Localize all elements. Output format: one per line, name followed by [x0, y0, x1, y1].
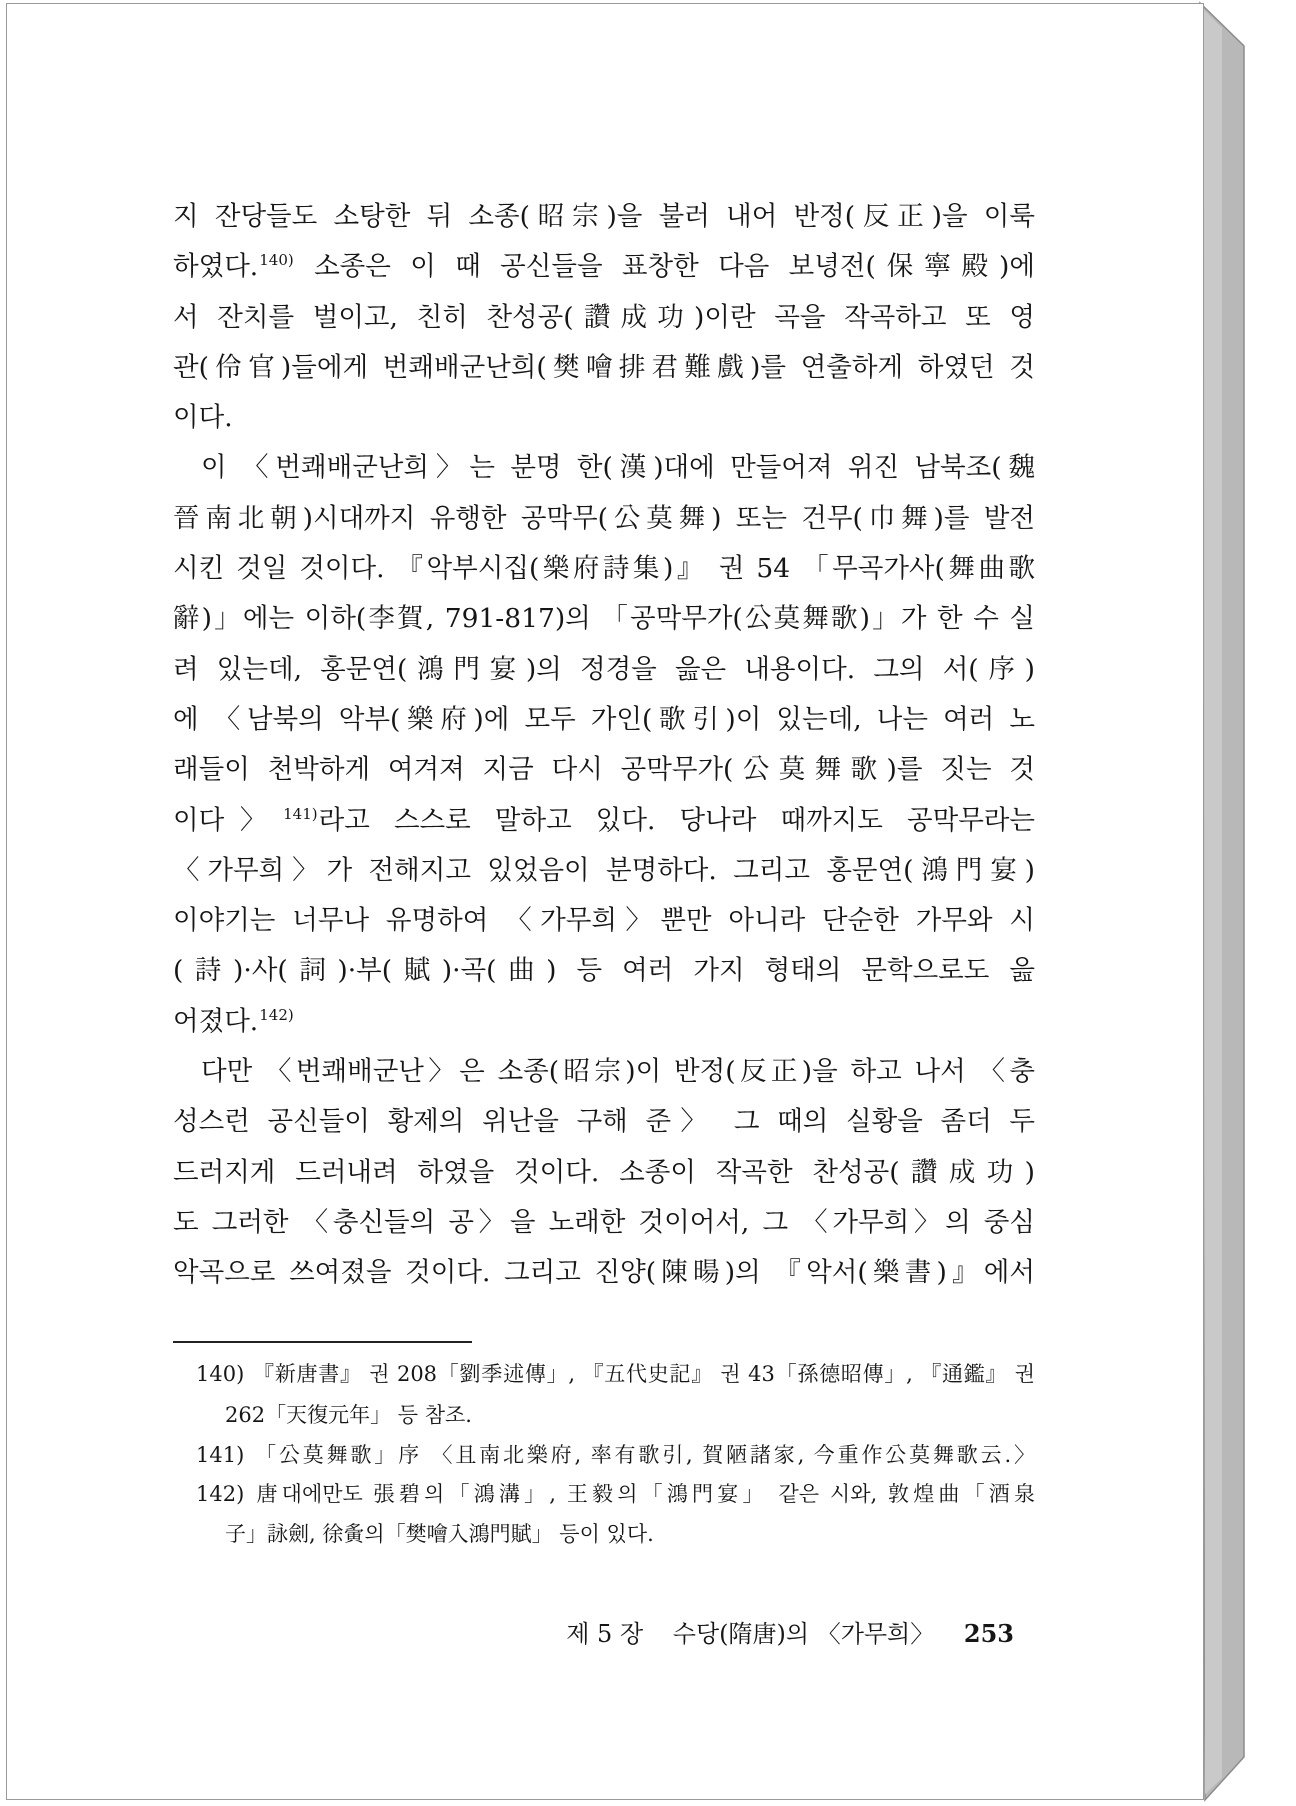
page-number: 253: [963, 1619, 1014, 1648]
chapter-title: 수당(隋唐)의 〈가무희〉: [672, 1620, 935, 1648]
body-line: [173, 796, 1035, 846]
body-line: 래들이 천박하게 여겨져 지금 다시 공막무가(公莫舞歌)를 짓는 것: [173, 754, 1035, 786]
footnote-ref-141: 141): [283, 804, 318, 823]
footnote-number: 142): [196, 1482, 245, 1506]
body-line: 辭)」에는 이하(李賀, 791-817)의 「공막무가(公莫舞歌)」가 한 수 실: [173, 603, 1035, 635]
body-line: 성스런 공신들이 황제의 위난을 구해 준〉 그 때의 실황을 좀더 두: [173, 1106, 1035, 1138]
text-run: 이다〉: [173, 804, 283, 836]
footnote-text: 262「天復元年」 등 참조.: [225, 1403, 472, 1427]
book-thickness-highlight: [1204, 10, 1222, 1794]
body-line: 려 있는데, 홍문연(鴻門宴)의 정경을 읊은 내용이다. 그의 서(序): [173, 653, 1035, 685]
text-run: 소종은 이 때 공신들을 표창한 다음 보녕전(保寧殿)에: [294, 251, 1035, 283]
body-line: 도 그러한 〈충신들의 공〉을 노래한 것이어서, 그 〈가무희〉의 중심: [173, 1206, 1035, 1238]
footnote-text: 唐대에만도 張碧의「鴻溝」, 王毅의「鴻門宴」 같은 시와, 敦煌曲「酒泉: [252, 1482, 1035, 1506]
body-line: 晉南北朝)시대까지 유행한 공막무(公莫舞) 또는 건무(巾舞)를 발전: [173, 502, 1035, 534]
footnote-141: [196, 1435, 1035, 1475]
body-text: [173, 192, 1035, 1299]
body-line: (詩)·사(詞)·부(賦)·곡(曲) 등 여러 가지 형태의 문학으로도 읊: [173, 955, 1035, 987]
footnote-142: [196, 1474, 1035, 1514]
running-footer: [566, 1617, 1014, 1651]
body-line: 에 〈남북의 악부(樂府)에 모두 가인(歌引)이 있는데, 나는 여러 노: [173, 703, 1035, 735]
body-line: 악곡으로 쓰여졌을 것이다. 그리고 진양(陳暘)의 『악서(樂書)』에서: [173, 1257, 1035, 1289]
footnote-text: 子」詠劍, 徐夤의「樊噲入鴻門賦」 등이 있다.: [225, 1522, 654, 1546]
body-line: 서 잔치를 벌이고, 친히 찬성공(讚成功)이란 곡을 작곡하고 또 영: [173, 301, 1035, 333]
body-line: [173, 997, 1035, 1047]
body-line: [173, 242, 1035, 292]
body-line: 이 〈번쾌배군난희〉는 분명 한(漢)대에 만들어져 위진 남북조(魏: [201, 452, 1035, 484]
body-line: 지 잔당들도 소탕한 뒤 소종(昭宗)을 불러 내어 반정(反正)을 이룩: [173, 201, 1035, 232]
footnote-separator: [173, 1341, 472, 1343]
footnote-ref-142: 142): [259, 1005, 294, 1024]
footnote-140-continued: [225, 1395, 1035, 1435]
footnote-140: [196, 1354, 1035, 1394]
footnote-ref-140: 140): [259, 251, 294, 270]
body-line: 이다.: [173, 402, 233, 434]
body-line: 다만 〈번쾌배군난〉은 소종(昭宗)이 반정(反正)을 하고 나서 〈충: [201, 1056, 1035, 1088]
body-line: 이야기는 너무나 유명하여 〈가무희〉뿐만 아니라 단순한 가무와 시: [173, 905, 1035, 937]
footnote-number: 141): [196, 1443, 245, 1467]
footnote-text: 「公莫舞歌」序 〈且南北樂府, 率有歌引, 賀陋諸家, 今重作公莫舞歌云.〉: [252, 1443, 1035, 1467]
footnote-number: 140): [196, 1362, 245, 1386]
text-run: 하였다.: [173, 251, 259, 283]
footnote-text: 『新唐書』 권 208「劉季述傳」, 『五代史記』 권 43「孫德昭傳」, 『通鑑』 권: [252, 1362, 1035, 1386]
footnote-142-continued: [225, 1514, 1035, 1554]
text-run: 어졌다.: [173, 1005, 259, 1037]
text-run: 라고 스스로 말하고 있다. 당나라 때까지도 공막무라는: [318, 804, 1035, 836]
body-line: 관(伶官)들에게 번쾌배군난희(樊噲排君難戲)를 연출하게 하였던 것: [173, 351, 1035, 383]
body-line: 드러지게 드러내려 하였을 것이다. 소종이 작곡한 찬성공(讚成功): [173, 1156, 1035, 1188]
body-line: 〈가무희〉가 전해지고 있었음이 분명하다. 그리고 홍문연(鴻門宴): [173, 854, 1035, 886]
body-line: 시킨 것일 것이다. 『악부시집(樂府詩集)』 권 54 「무곡가사(舞曲歌: [173, 553, 1035, 585]
chapter-label: 제 5 장: [566, 1620, 644, 1648]
